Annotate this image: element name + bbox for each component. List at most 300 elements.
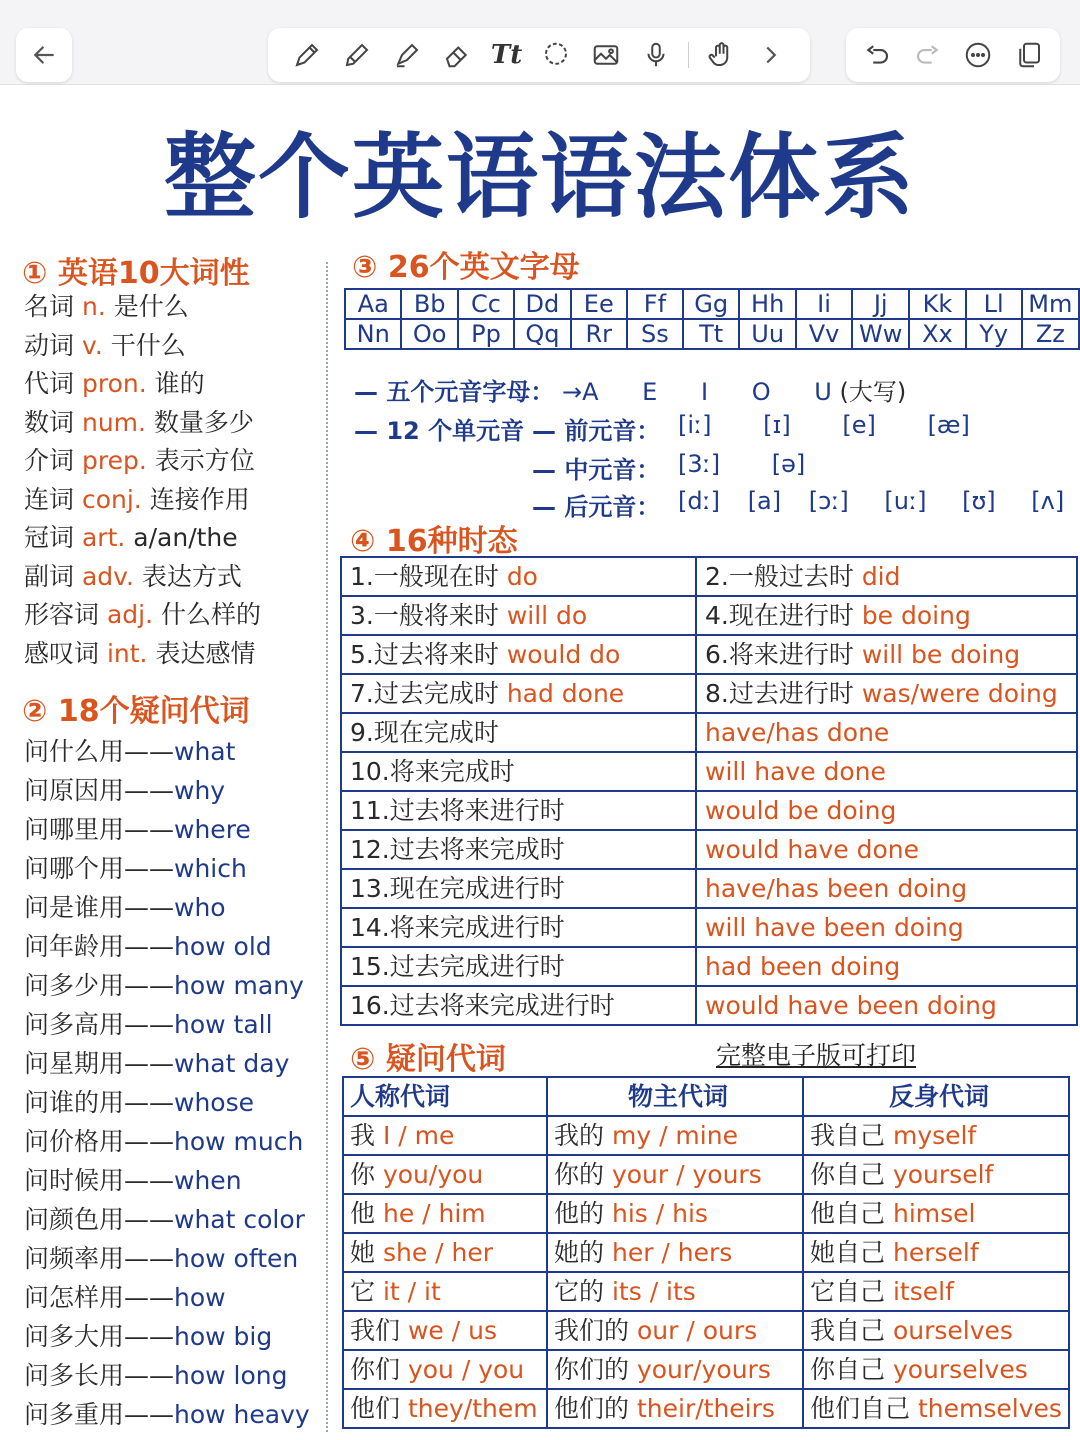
pronoun-cn: 他自己 — [810, 1199, 886, 1228]
tense-right-cell — [696, 908, 1077, 947]
tense-form: would have been doing — [705, 991, 997, 1020]
question-cn: 问怎样用—— — [24, 1283, 175, 1312]
question-word-item — [24, 1005, 310, 1044]
question-word-item — [24, 1122, 310, 1161]
letter-cell: Bb — [401, 289, 457, 319]
pronoun-cell — [547, 1272, 803, 1311]
tense-form: would have done — [705, 835, 920, 864]
pronoun-en: yourself — [892, 1160, 994, 1189]
question-cn: 问多大用—— — [24, 1322, 175, 1351]
letter-cell: Tt — [683, 319, 739, 349]
tense-right-cell — [696, 830, 1077, 869]
pronoun-cell — [343, 1233, 547, 1272]
pronoun-cn: 它 — [350, 1277, 376, 1306]
tense-name: 9.现在完成时 — [350, 718, 499, 747]
lasso-icon[interactable] — [538, 37, 574, 73]
back-vowels-row — [532, 487, 660, 522]
tense-left-cell — [341, 752, 696, 791]
tense-right-cell — [696, 869, 1077, 908]
print-version-link[interactable]: 完整电子版可打印 — [716, 1041, 917, 1070]
pronoun-en: his / his — [611, 1199, 708, 1228]
tense-form: did — [861, 562, 901, 591]
question-en: how often — [174, 1244, 299, 1273]
pos-cn: 感叹词 — [24, 638, 100, 668]
letter-cell: Gg — [683, 289, 739, 319]
pos-item — [24, 288, 261, 327]
pronoun-en: herself — [892, 1238, 979, 1267]
pos-item — [24, 596, 261, 635]
tense-right-cell — [696, 713, 1077, 752]
pronoun-cn: 你们 — [350, 1355, 401, 1384]
pencil-icon[interactable] — [339, 37, 375, 73]
tense-row — [341, 635, 1077, 674]
pronoun-cell — [343, 1155, 547, 1194]
tense-row — [341, 674, 1077, 713]
question-en: why — [174, 776, 226, 805]
question-word-item — [24, 849, 310, 888]
tense-form: will be doing — [861, 640, 1021, 669]
pages-icon[interactable] — [1011, 37, 1047, 73]
pos-abbr: n. — [81, 292, 106, 321]
tense-name: 13.现在完成进行时 — [350, 874, 565, 903]
question-en: what — [174, 737, 236, 766]
mid-vowel-1: [3ː] — [678, 450, 721, 478]
pronoun-cn: 我自己 — [810, 1316, 886, 1345]
question-word-item — [24, 1278, 310, 1317]
tense-name: 15.过去完成进行时 — [350, 952, 565, 981]
pronoun-cn: 我 — [350, 1121, 376, 1150]
pos-abbr: num. — [81, 407, 146, 437]
tense-row — [341, 596, 1077, 635]
question-en: what day — [174, 1049, 290, 1078]
letter-cell: Oo — [401, 319, 457, 349]
letter-cell: Ll — [966, 289, 1022, 319]
pronoun-cell — [343, 1116, 547, 1155]
question-word-item — [24, 1317, 310, 1356]
tenses-table — [340, 556, 1078, 1026]
pronoun-cell — [343, 1350, 547, 1389]
tense-left-cell — [341, 908, 696, 947]
tense-row — [341, 713, 1077, 752]
tense-form: would be doing — [705, 796, 897, 825]
letter-cell: Vv — [796, 319, 852, 349]
undo-icon[interactable] — [859, 37, 895, 73]
tense-name: 4.现在进行时 — [705, 601, 854, 630]
question-word-item — [24, 927, 310, 966]
tense-row — [341, 869, 1077, 908]
pos-desc: 干什么 — [110, 330, 186, 360]
tense-left-cell — [341, 674, 696, 713]
pronoun-en: myself — [892, 1121, 977, 1150]
tense-name: 10.将来完成时 — [350, 757, 515, 786]
pos-desc: 是什么 — [113, 292, 189, 321]
pos-cn: 形容词 — [24, 600, 100, 629]
question-word-item — [24, 1239, 310, 1278]
letter-cell: Zz — [1022, 319, 1079, 349]
tense-right-cell — [696, 752, 1077, 791]
front-vowel-1: [iː] — [678, 411, 712, 439]
tense-right-cell — [696, 947, 1077, 986]
pos-abbr: v. — [81, 330, 103, 360]
pronoun-row — [343, 1155, 1069, 1194]
pos-desc: 什么样的 — [161, 600, 262, 629]
image-icon[interactable] — [588, 37, 624, 73]
front-vowel-3: [e] — [842, 411, 876, 439]
question-cn: 问频率用—— — [24, 1244, 175, 1273]
question-cn: 问多少用—— — [24, 971, 175, 1000]
question-en: how heavy — [174, 1400, 310, 1429]
vowel-letters-label: — 五个元音字母： — [354, 378, 555, 406]
pos-abbr: pron. — [81, 369, 147, 398]
tense-name: 3.一般将来时 — [350, 601, 499, 630]
highlighter-icon[interactable] — [389, 37, 425, 73]
pronouns-table — [342, 1076, 1070, 1429]
front-vowel-2: [ɪ] — [763, 411, 791, 439]
pronoun-en: we / us — [407, 1316, 497, 1345]
pos-desc: 表示方位 — [154, 446, 255, 475]
monophthong-row — [354, 411, 524, 446]
tense-left-cell — [341, 869, 696, 908]
pos-abbr: int. — [106, 638, 148, 668]
pos-desc: 连接作用 — [149, 484, 250, 514]
tense-form: will have been doing — [705, 913, 964, 942]
pronoun-en: you/you — [382, 1160, 484, 1189]
tense-name: 1.一般现在时 — [350, 562, 499, 591]
question-cn: 问颜色用—— — [24, 1205, 175, 1234]
pronoun-cell — [343, 1272, 547, 1311]
pronoun-cn: 我的 — [554, 1121, 605, 1150]
letter-cell: Jj — [852, 289, 909, 319]
question-cn: 问多重用—— — [24, 1400, 175, 1429]
tense-name: 12.过去将来完成时 — [350, 835, 565, 864]
tense-row — [341, 830, 1077, 869]
pronoun-cn: 他的 — [554, 1199, 605, 1228]
question-cn: 问年龄用—— — [24, 932, 175, 961]
back-vowel-2: [a] — [747, 487, 782, 515]
pronoun-cell — [803, 1272, 1069, 1311]
pos-cn: 代词 — [24, 369, 75, 398]
alphabet-row — [345, 289, 1079, 319]
tense-left-cell — [341, 596, 696, 635]
page-title: 整个英语语法体系 — [163, 124, 916, 231]
tense-form: will have done — [705, 757, 886, 786]
pos-cn: 数词 — [24, 407, 75, 437]
question-en: what color — [174, 1205, 305, 1234]
question-words-list — [24, 732, 310, 1434]
letter-cell: Pp — [458, 319, 514, 349]
pronoun-en: my / mine — [611, 1121, 738, 1150]
pronoun-row — [343, 1233, 1069, 1272]
pronoun-cell — [803, 1155, 1069, 1194]
tense-name: 7.过去完成时 — [350, 679, 499, 708]
tense-row — [341, 908, 1077, 947]
pronoun-en: your / yours — [611, 1160, 762, 1189]
tense-left-cell — [341, 830, 696, 869]
question-cn: 问什么用—— — [24, 737, 175, 766]
back-vowel-5: [ʊ] — [962, 487, 996, 515]
tense-name: 8.过去进行时 — [705, 679, 854, 708]
pronoun-cn: 我们的 — [554, 1316, 630, 1345]
tense-form: had done — [506, 679, 625, 708]
tense-name: 6.将来进行时 — [705, 640, 854, 669]
pronoun-en: himsel — [892, 1199, 976, 1228]
tense-right-cell — [696, 635, 1077, 674]
back-vowel-4: [uː] — [884, 487, 927, 515]
pronoun-cell — [547, 1311, 803, 1350]
tense-name: 2.一般过去时 — [705, 562, 854, 591]
question-cn: 问价格用—— — [24, 1127, 175, 1156]
alphabet-table — [344, 288, 1080, 350]
pronoun-header: 人称代词 — [343, 1077, 547, 1116]
letter-cell: Dd — [514, 289, 571, 319]
tense-form: would do — [506, 640, 621, 669]
pronoun-cell — [547, 1194, 803, 1233]
letter-cell: Ff — [627, 289, 683, 319]
pronoun-cn: 我们 — [350, 1316, 401, 1345]
vowel-note: (大写) — [839, 378, 907, 406]
question-en: who — [174, 893, 226, 922]
pronoun-cn: 你们的 — [554, 1355, 630, 1384]
pos-desc: 表达感情 — [155, 638, 256, 668]
tense-name: 11.过去将来进行时 — [350, 796, 565, 825]
question-cn: 问多高用—— — [24, 1010, 175, 1039]
question-word-item — [24, 1356, 310, 1395]
front-vowels — [678, 411, 970, 439]
question-word-item — [24, 1200, 310, 1239]
question-en: how much — [174, 1127, 304, 1156]
pen-icon[interactable] — [289, 37, 325, 73]
tense-row — [341, 791, 1077, 830]
pronoun-cell — [343, 1194, 547, 1233]
tense-form: be doing — [861, 601, 971, 630]
pos-item — [24, 442, 261, 481]
letter-cell: Ii — [796, 289, 852, 319]
question-cn: 问谁的用—— — [24, 1088, 175, 1117]
pronoun-header: 物主代词 — [547, 1077, 803, 1116]
tense-left-cell — [341, 557, 696, 596]
tense-right-cell — [696, 557, 1077, 596]
front-vowels-label: — 前元音： — [532, 417, 661, 445]
pronoun-en: they/them — [407, 1394, 538, 1423]
question-en: how long — [174, 1361, 288, 1390]
redo-icon[interactable] — [910, 37, 946, 73]
pos-desc: a/an/the — [133, 523, 238, 552]
tense-right-cell — [696, 986, 1077, 1025]
front-vowel-4: [æ] — [927, 411, 970, 439]
tense-form: do — [506, 562, 538, 591]
question-word-item — [24, 1083, 310, 1122]
pronoun-en: their/theirs — [636, 1394, 775, 1423]
pronoun-en: its / its — [611, 1277, 696, 1306]
pronoun-cell — [803, 1389, 1069, 1428]
letter-cell: Ww — [852, 319, 909, 349]
question-en: whose — [174, 1088, 255, 1117]
microphone-icon[interactable] — [638, 37, 674, 73]
pronoun-cn: 你 — [350, 1160, 376, 1189]
question-en: how big — [174, 1322, 273, 1351]
pronoun-row — [343, 1389, 1069, 1428]
section5-heading: ⑤ 疑问代词 — [350, 1042, 506, 1077]
question-word-item — [24, 1161, 310, 1200]
pronoun-cn: 你自己 — [810, 1160, 886, 1189]
pronoun-cell — [803, 1311, 1069, 1350]
mid-vowel-2: [ə] — [771, 450, 806, 478]
question-en: how tall — [174, 1010, 273, 1039]
pronoun-cn: 他们自己 — [810, 1394, 911, 1423]
pronoun-en: your/yours — [636, 1355, 771, 1384]
pos-item — [24, 327, 261, 366]
tense-form: was/were doing — [861, 679, 1058, 708]
mid-vowels-row — [532, 450, 660, 485]
vowel-e: E — [642, 378, 658, 406]
tense-left-cell — [341, 635, 696, 674]
letter-cell: Rr — [571, 319, 627, 349]
vowel-a: →A — [562, 378, 599, 406]
letter-cell: Aa — [345, 289, 401, 319]
tense-right-cell — [696, 596, 1077, 635]
pronoun-cell — [803, 1350, 1069, 1389]
pronoun-cn: 你的 — [554, 1160, 605, 1189]
pronoun-row — [343, 1116, 1069, 1155]
question-cn: 问星期用—— — [24, 1049, 175, 1078]
tense-form: have/has been doing — [705, 874, 968, 903]
back-vowel-3: [ɔː] — [808, 487, 849, 515]
mid-vowels — [678, 450, 805, 478]
letter-cell: Qq — [514, 319, 571, 349]
pronoun-cell — [803, 1194, 1069, 1233]
section4-heading: ④ 16种时态 — [350, 524, 518, 559]
back-vowels-label: — 后元音： — [532, 493, 661, 521]
vowel-o: O — [751, 378, 771, 406]
question-word-item — [24, 771, 310, 810]
pos-item — [24, 481, 261, 520]
pronoun-cn: 他们 — [350, 1394, 401, 1423]
pronoun-en: it / it — [382, 1277, 441, 1306]
more-icon[interactable] — [960, 37, 996, 73]
pronoun-en: itself — [892, 1277, 954, 1306]
pronoun-cell — [547, 1233, 803, 1272]
question-en: which — [174, 854, 247, 883]
pronoun-en: her / hers — [611, 1238, 733, 1267]
column-divider — [326, 262, 328, 1432]
pronoun-en: he / him — [382, 1199, 486, 1228]
chevron-right-icon[interactable] — [753, 37, 789, 73]
alphabet-row — [345, 319, 1079, 349]
question-word-item — [24, 1044, 310, 1083]
pronoun-row — [343, 1311, 1069, 1350]
text-icon[interactable]: Tt — [490, 40, 523, 70]
tense-left-cell — [341, 986, 696, 1025]
pronoun-cn: 她 — [350, 1238, 376, 1267]
tense-row — [341, 986, 1077, 1025]
letter-cell: Nn — [345, 319, 401, 349]
pos-abbr: conj. — [81, 484, 142, 514]
pronoun-cell — [547, 1155, 803, 1194]
tense-left-cell — [341, 713, 696, 752]
question-word-item — [24, 888, 310, 927]
monophthong-label: — 12 个单元音 — [354, 417, 525, 445]
pronoun-en: you / you — [407, 1355, 525, 1384]
pronoun-cn: 我自己 — [810, 1121, 886, 1150]
pos-cn: 冠词 — [24, 523, 75, 552]
pos-abbr: adj. — [106, 600, 154, 629]
vowel-i: I — [700, 378, 709, 406]
back-vowels — [678, 487, 1064, 515]
tense-right-cell — [696, 674, 1077, 713]
section1-heading: ① 英语10大词性 — [22, 256, 250, 291]
hand-icon[interactable] — [703, 37, 739, 73]
tense-name: 16.过去将来完成进行时 — [350, 991, 615, 1020]
pronoun-en: our / ours — [636, 1316, 758, 1345]
pronoun-cell — [803, 1233, 1069, 1272]
question-word-item — [24, 966, 310, 1005]
pronoun-en: I / me — [382, 1121, 455, 1150]
top-toolbar — [0, 0, 1080, 85]
pronoun-row — [343, 1272, 1069, 1311]
letter-cell: Cc — [458, 289, 514, 319]
pos-abbr: prep. — [81, 446, 147, 475]
tense-right-cell — [696, 791, 1077, 830]
tense-left-cell — [341, 947, 696, 986]
question-en: how — [174, 1283, 226, 1312]
question-cn: 问哪里用—— — [24, 815, 175, 844]
pos-item — [24, 519, 261, 558]
question-word-item — [24, 810, 310, 849]
pos-item — [24, 365, 261, 404]
pronoun-cell — [343, 1389, 547, 1428]
pos-item — [24, 558, 261, 597]
question-cn: 问哪个用—— — [24, 854, 175, 883]
question-cn: 问原因用—— — [24, 776, 175, 805]
pronoun-row — [343, 1350, 1069, 1389]
back-button[interactable] — [16, 28, 72, 82]
toolbar-divider — [688, 42, 689, 68]
letter-cell: Hh — [739, 289, 795, 319]
question-word-item — [24, 1395, 310, 1434]
tense-form: will do — [506, 601, 588, 630]
tense-row — [341, 947, 1077, 986]
parts-of-speech-list — [24, 288, 261, 673]
pos-abbr: adv. — [81, 561, 134, 591]
pronoun-cn: 她的 — [554, 1238, 605, 1267]
pronoun-cn: 他 — [350, 1199, 376, 1228]
pronoun-header-row — [343, 1077, 1069, 1116]
pronoun-cn: 他们的 — [554, 1394, 630, 1423]
pronoun-en: ourselves — [892, 1316, 1013, 1345]
letter-cell: Xx — [909, 319, 965, 349]
pronoun-en: she / her — [382, 1238, 494, 1267]
letter-cell: Kk — [909, 289, 965, 319]
question-en: how old — [174, 932, 272, 961]
letter-cell: Ss — [627, 319, 683, 349]
arrow-left-icon — [26, 37, 62, 73]
pronoun-cell — [547, 1350, 803, 1389]
section2-heading: ② 18个疑问代词 — [22, 694, 250, 729]
pos-cn: 动词 — [24, 330, 75, 360]
pos-cn: 名词 — [24, 292, 75, 321]
back-vowel-6: [ʌ] — [1031, 487, 1065, 515]
pronoun-cell — [343, 1311, 547, 1350]
front-vowels-row — [532, 411, 660, 446]
tense-form: have/has done — [705, 718, 890, 747]
pronoun-header: 反身代词 — [803, 1077, 1069, 1116]
tense-left-cell — [341, 791, 696, 830]
pronoun-cn: 它的 — [554, 1277, 605, 1306]
pronoun-row — [343, 1194, 1069, 1233]
eraser-icon[interactable] — [439, 37, 475, 73]
question-word-item — [24, 732, 310, 771]
letter-cell: Ee — [571, 289, 627, 319]
